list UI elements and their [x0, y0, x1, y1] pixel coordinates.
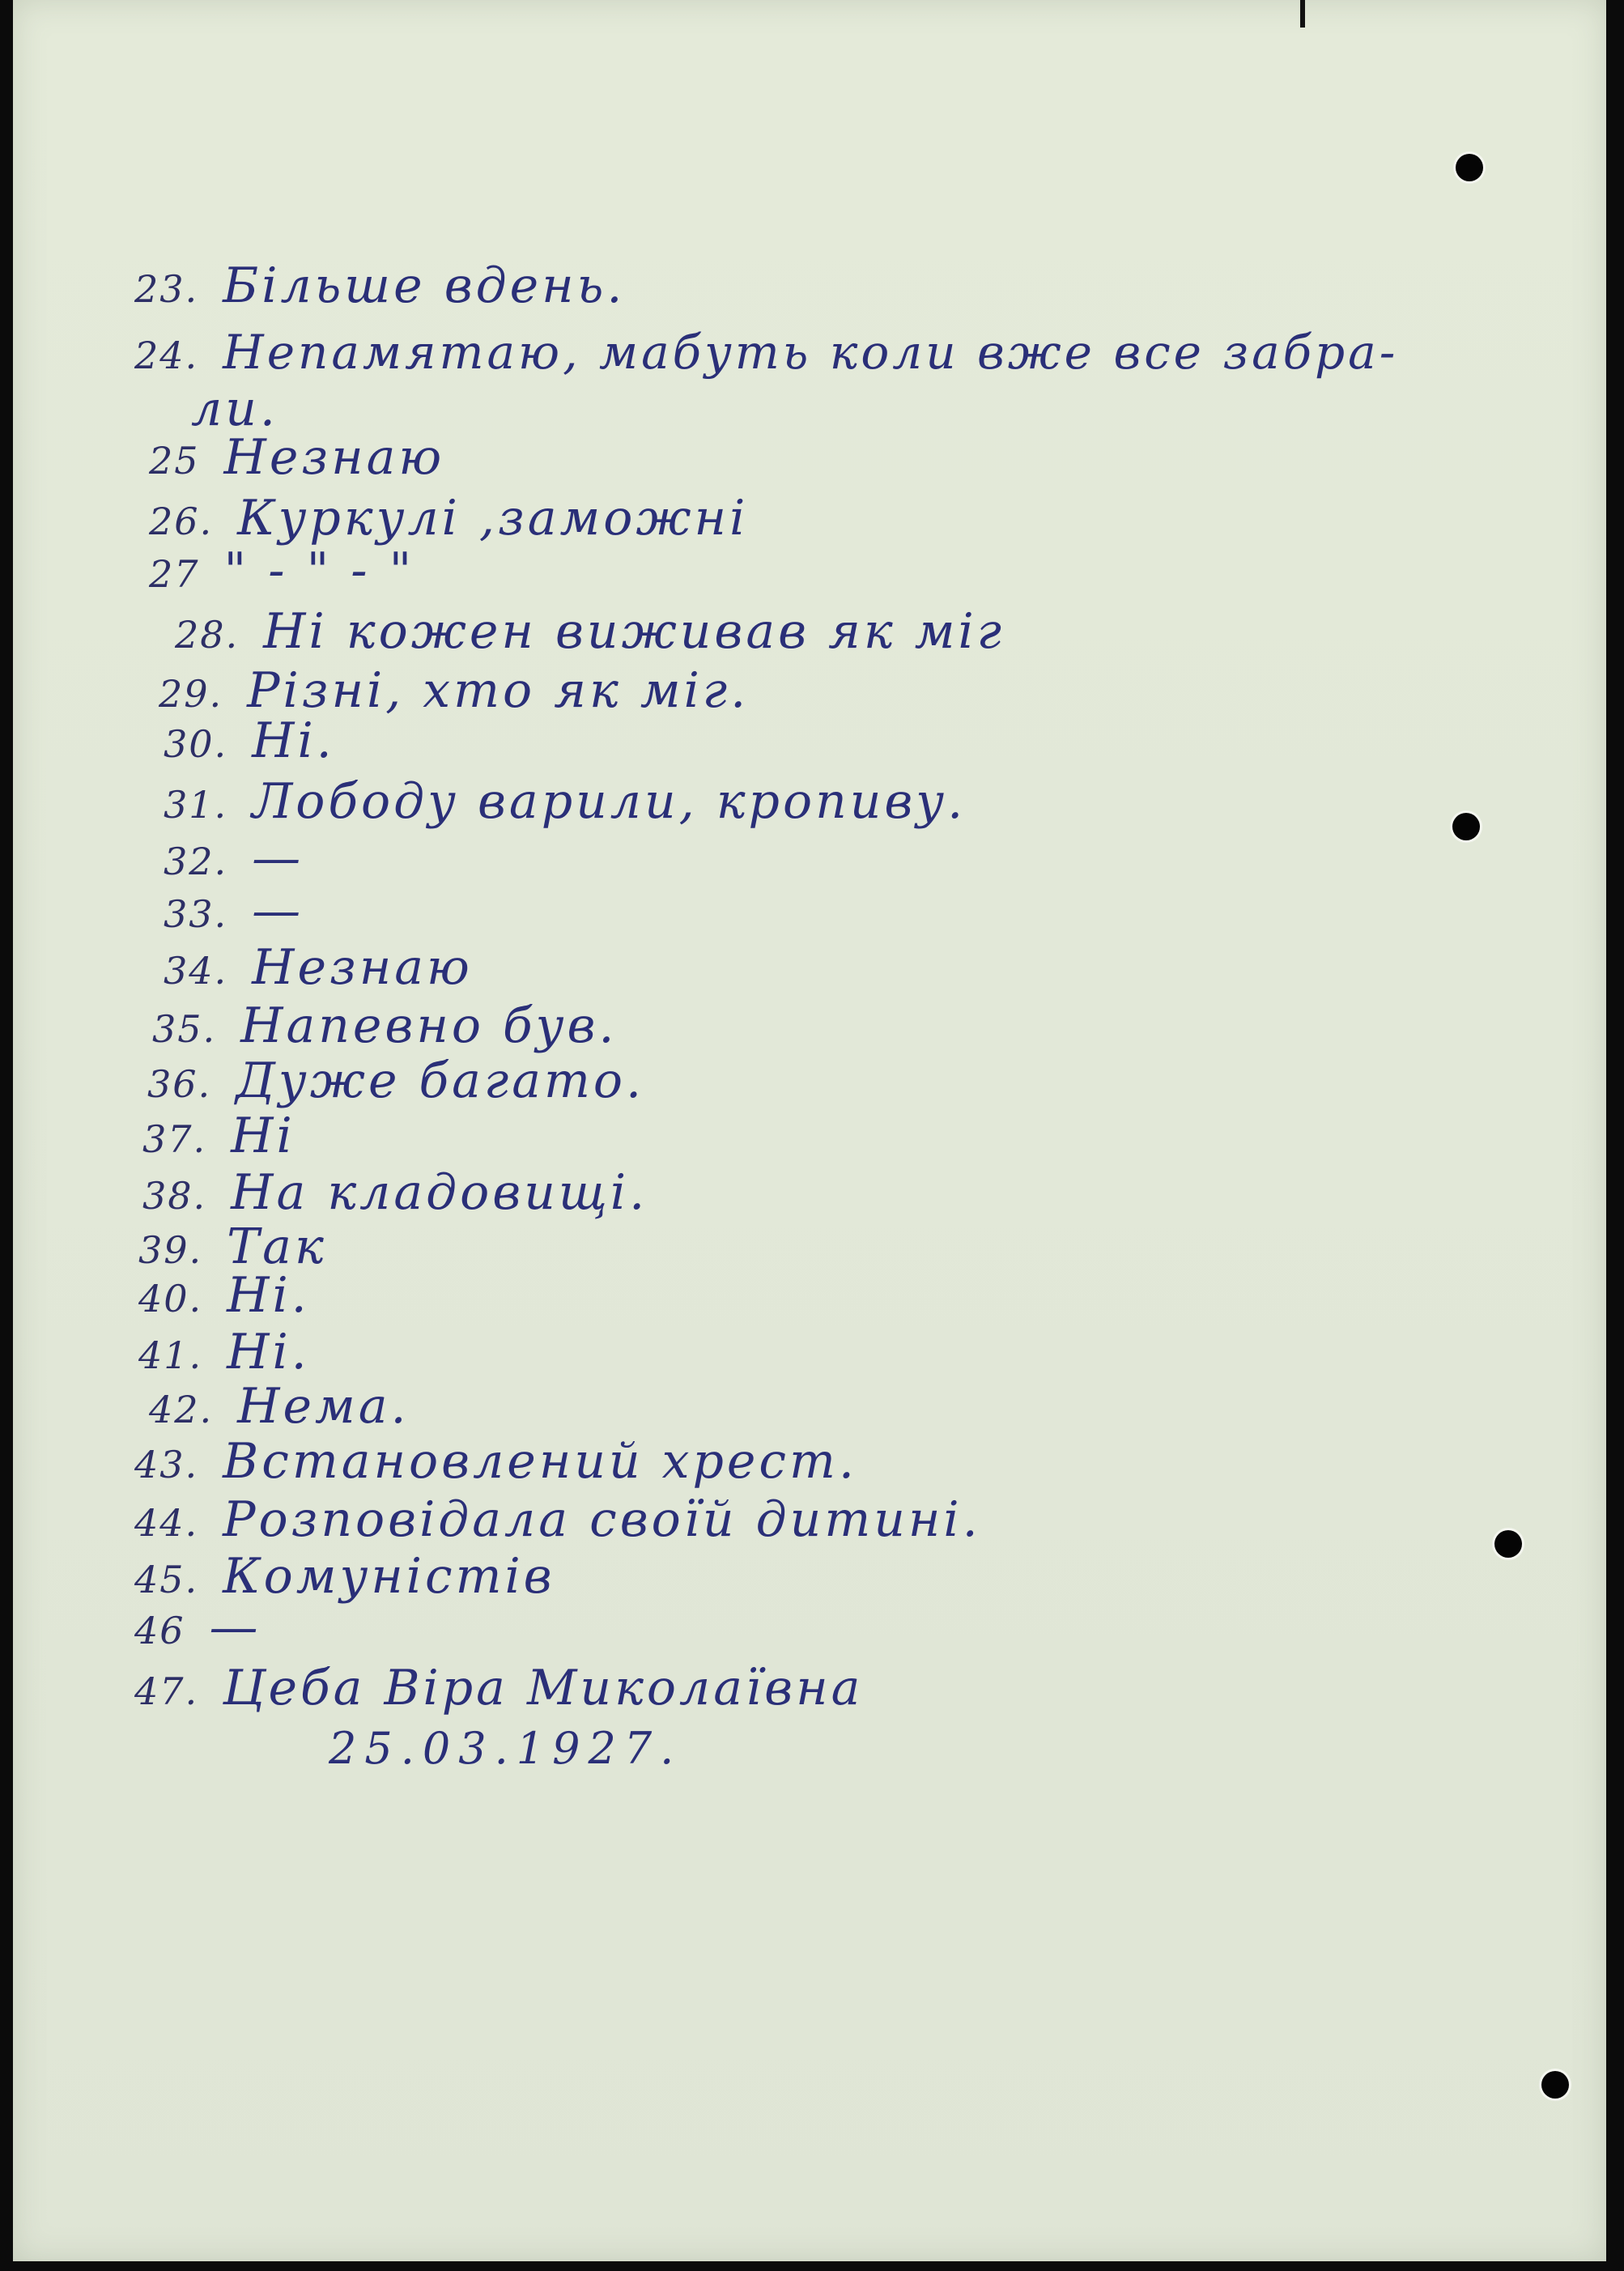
- answer-line: 37. Ні: [142, 1108, 295, 1164]
- answer-line: 23. Більше вдень.: [134, 257, 626, 314]
- answer-line: 28. Ні кожен виживав як міг: [175, 603, 1005, 660]
- answer-line: 31. Лободу варили, кропиву.: [164, 773, 967, 830]
- answer-line: 34. Незнаю: [164, 939, 473, 996]
- answer-list: [13, 0, 1606, 2261]
- answer-line: 30. Ні.: [164, 712, 335, 769]
- birth-date: 25.03.1927.: [329, 1723, 682, 1774]
- answer-line: 38. На кладовищі.: [142, 1164, 648, 1221]
- answer-line: 27 " - " - ": [149, 542, 415, 599]
- answer-line: 26. Куркулі ,заможні: [149, 490, 749, 546]
- answer-line: 43. Встановлений хрест.: [134, 1433, 857, 1490]
- answer-line: 44. Розповідала своїй дитині.: [134, 1491, 981, 1548]
- answer-line: 36. Дуже багато.: [147, 1053, 645, 1109]
- answer-line: 32. —: [164, 830, 304, 887]
- answer-line: 25 Незнаю: [149, 429, 445, 486]
- answer-line: 35. Напевно був.: [152, 997, 618, 1054]
- answer-line: ли.: [191, 381, 278, 437]
- answer-line: 47. Цеба Віра Миколаївна: [134, 1660, 864, 1716]
- answer-line: 33. —: [164, 882, 304, 939]
- document-page: [13, 0, 1606, 2261]
- answer-line: 29. Різні, хто як міг.: [159, 662, 750, 719]
- answer-line: 42. Нема.: [149, 1378, 410, 1435]
- answer-line: 45. Комуністів: [134, 1548, 555, 1605]
- answer-line: 41. Ні.: [138, 1324, 310, 1380]
- answer-line: 39. Так: [138, 1218, 327, 1275]
- answer-line: 24. Непамятаю, мабуть коли вже все забра-: [134, 325, 1399, 380]
- answer-line: 46 —: [134, 1599, 261, 1656]
- answer-line: 40. Ні.: [138, 1267, 310, 1324]
